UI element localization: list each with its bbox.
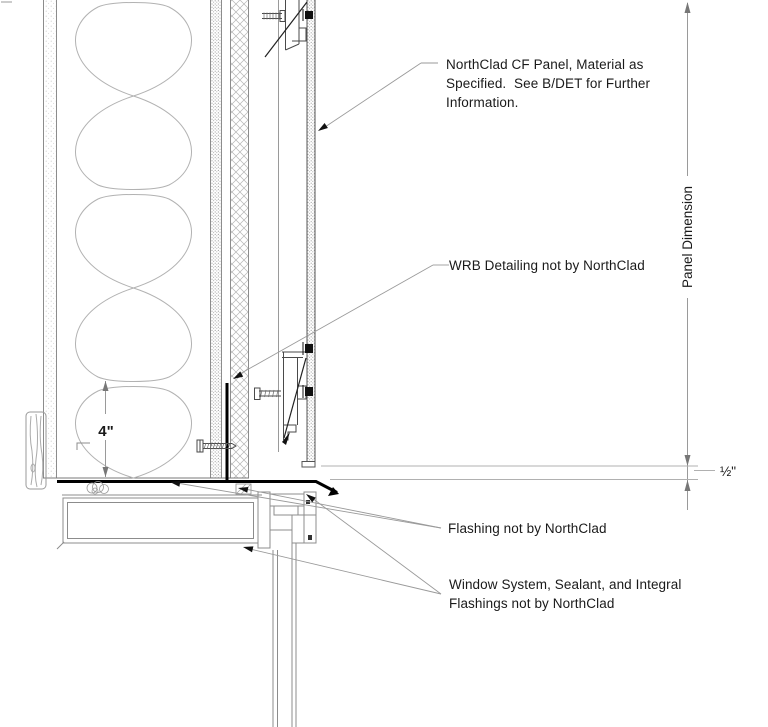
annotation-window-line1: Window System, Sealant, and Integral bbox=[449, 577, 682, 592]
dimension-half-inch bbox=[321, 464, 736, 491]
insulation-board-hatch bbox=[231, 0, 248, 478]
panel-fastener bbox=[305, 11, 313, 19]
dim-arrow-up bbox=[103, 381, 109, 391]
gasket bbox=[308, 535, 312, 540]
leader-arrow bbox=[243, 546, 253, 552]
wood-grain bbox=[40, 416, 43, 485]
cf-panel bbox=[302, 0, 315, 467]
wood-grain bbox=[30, 416, 33, 485]
interior-gypsum-hatch bbox=[44, 0, 56, 478]
annotation-wrb: WRB Detailing not by NorthClad bbox=[449, 258, 645, 273]
wall-layers bbox=[43, 0, 249, 478]
corner-tick bbox=[57, 542, 64, 549]
dimension-panel bbox=[680, 2, 695, 510]
annotation-panel-line2: Specified. See B/DET for Further bbox=[446, 76, 651, 91]
dim-arrow-up bbox=[685, 2, 691, 13]
dimension-4in-label: 4" bbox=[98, 423, 114, 440]
cf-panel-bottom-return bbox=[302, 462, 315, 468]
dim-arrow-down bbox=[685, 455, 691, 466]
batt-insulation-hatch bbox=[76, 3, 192, 479]
annotation-panel bbox=[446, 57, 651, 110]
dim-arrow-up bbox=[685, 480, 691, 491]
leader-panel-annotation bbox=[318, 63, 438, 131]
wood-grain bbox=[35, 414, 37, 487]
sheathing-hatch bbox=[211, 0, 221, 478]
panel-clip-mid bbox=[255, 342, 314, 445]
leader-flashing-annotation bbox=[170, 481, 441, 528]
screw-head bbox=[255, 388, 261, 400]
annotation-window-line2: Flashings not by NorthClad bbox=[449, 596, 615, 611]
annotation-flashing: Flashing not by NorthClad bbox=[448, 521, 607, 536]
dimension-half-inch-label: ½" bbox=[720, 464, 737, 479]
screw-head bbox=[280, 11, 285, 22]
window-head-frame bbox=[57, 492, 316, 549]
sealant-backer-scribble bbox=[87, 482, 109, 495]
panel-fastener bbox=[305, 387, 313, 396]
glazing-lines bbox=[273, 543, 296, 727]
annotation-panel-line1: NorthClad CF Panel, Material as bbox=[446, 57, 644, 72]
dim-arrow-down bbox=[103, 467, 109, 477]
leader-arrow bbox=[318, 123, 328, 131]
leader-wrb-annotation bbox=[233, 265, 449, 379]
panel-clip-top bbox=[262, 0, 313, 57]
annotation-panel-line3: Information. bbox=[446, 95, 519, 110]
panel-fastener bbox=[305, 344, 313, 353]
panel-dimension-label: Panel Dimension bbox=[680, 185, 695, 289]
annotation-window bbox=[449, 577, 681, 611]
